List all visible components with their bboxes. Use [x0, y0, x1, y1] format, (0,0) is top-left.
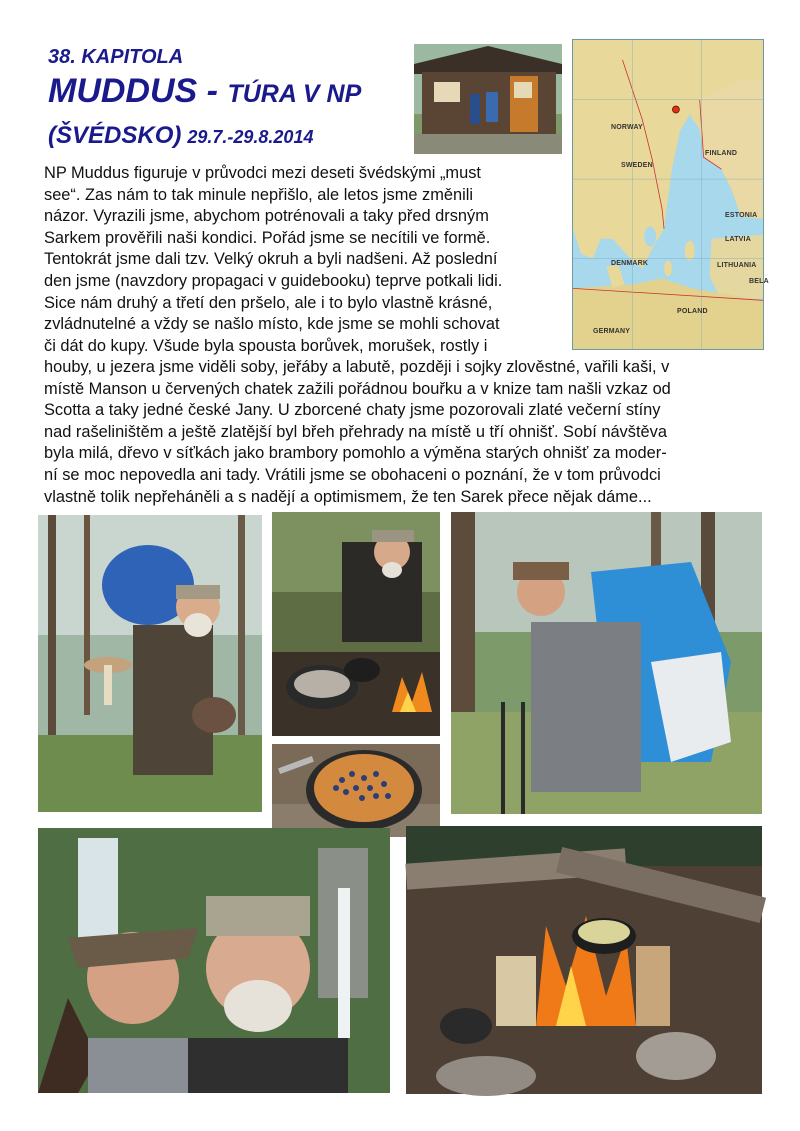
map-label-sweden: SWEDEN: [621, 162, 653, 169]
text-line: Scotta a taky jedné české Jany. U zborcené chaty jsme pozorovali zlaté večerní stíny: [44, 401, 661, 420]
text-line: či dát do kupy. Všude byla spousta borůvek, morušek, rostly i: [44, 336, 488, 355]
continued-paragraph: [44, 357, 764, 508]
text-line: byla milá, dřevo v síťkách jako brambory pomohlo a výměna starých ohnišť za moder-: [44, 444, 667, 463]
map-label-finland: FINLAND: [705, 150, 738, 157]
map-label-latvia: LATVIA: [725, 236, 751, 243]
map-label-denmark: DENMARK: [611, 260, 649, 267]
page-title: [48, 72, 361, 111]
map-label-germany: GERMANY: [593, 328, 631, 335]
text-line: místě Manson u červených chatek zažili pořádnou bouřku a v knize tam našli vzkaz od: [44, 379, 671, 398]
woman-hiker-photo: [451, 512, 762, 814]
title-rest: TÚRA V NP: [227, 80, 362, 108]
hiker-mushroom-photo: [38, 515, 262, 812]
country-label: (ŠVÉDSKO): [48, 122, 182, 149]
text-line: vlastně tolik nepřeháněli a s nadějí a optimismem, že ten Sarek přece nějak dáme...: [44, 487, 652, 506]
cooking-man-photo: [272, 512, 440, 736]
map-label-lithuania: LITHUANIA: [717, 262, 757, 269]
blueberry-porridge-photo: [272, 744, 440, 837]
text-line: Sice nám druhý a třetí den pršelo, ale i to bylo vlastně krásné,: [44, 293, 493, 312]
text-line: Sarkem prověřili naši kondici. Pořád jsme se necítili ve formě.: [44, 228, 491, 247]
text-line: NP Muddus figuruje v průvodci mezi deseti švédskými „must: [44, 164, 481, 182]
text-line: see“. Zas nám to tak minule nepřišlo, ale letos jsme změnili: [44, 185, 474, 204]
text-line: zvládnutelné a vždy se našlo místo, kde jsme se mohli schovat: [44, 315, 500, 334]
text-line: den jsme (navzdory propagaci v guidebooku) teprve potkali lidi.: [44, 271, 503, 290]
map-label-estonia: ESTONIA: [725, 212, 758, 219]
cabin-photo: [414, 44, 562, 154]
title-main: MUDDUS -: [48, 72, 228, 110]
text-line: Tentokrát jsme dali tzv. Velký okruh a byli nadšeni. Až poslední: [44, 250, 498, 269]
map-label-poland: POLAND: [677, 308, 708, 315]
campfire-photo: [406, 826, 762, 1094]
text-line: ní se moc nepovedla ani tady. Vrátili jsme se obohaceni o poznání, že v tom průvodci: [44, 465, 661, 484]
intro-paragraph: [44, 163, 574, 357]
date-range: 29.7.-29.8.2014: [187, 127, 314, 147]
couple-selfie-photo: [38, 828, 390, 1093]
text-line: houby, u jezera jsme viděli soby, jeřáby a labutě, později i sojky zlověstné, vařili kaši, v: [44, 358, 670, 376]
chapter-label: 38. KAPITOLA: [48, 46, 184, 68]
subtitle: [48, 122, 313, 150]
map-label-norway: NORWAY: [611, 124, 643, 131]
text-line: nad rašeliništěm a ještě zlatější byl břeh přehrady na místě u tří ohnišť. Sobí návštěva: [44, 422, 667, 441]
map-label-bela: BELA: [749, 278, 769, 285]
scandinavia-map: [572, 39, 769, 350]
text-line: názor. Vyrazili jsme, abychom potrénovali a taky před drsným: [44, 207, 489, 226]
